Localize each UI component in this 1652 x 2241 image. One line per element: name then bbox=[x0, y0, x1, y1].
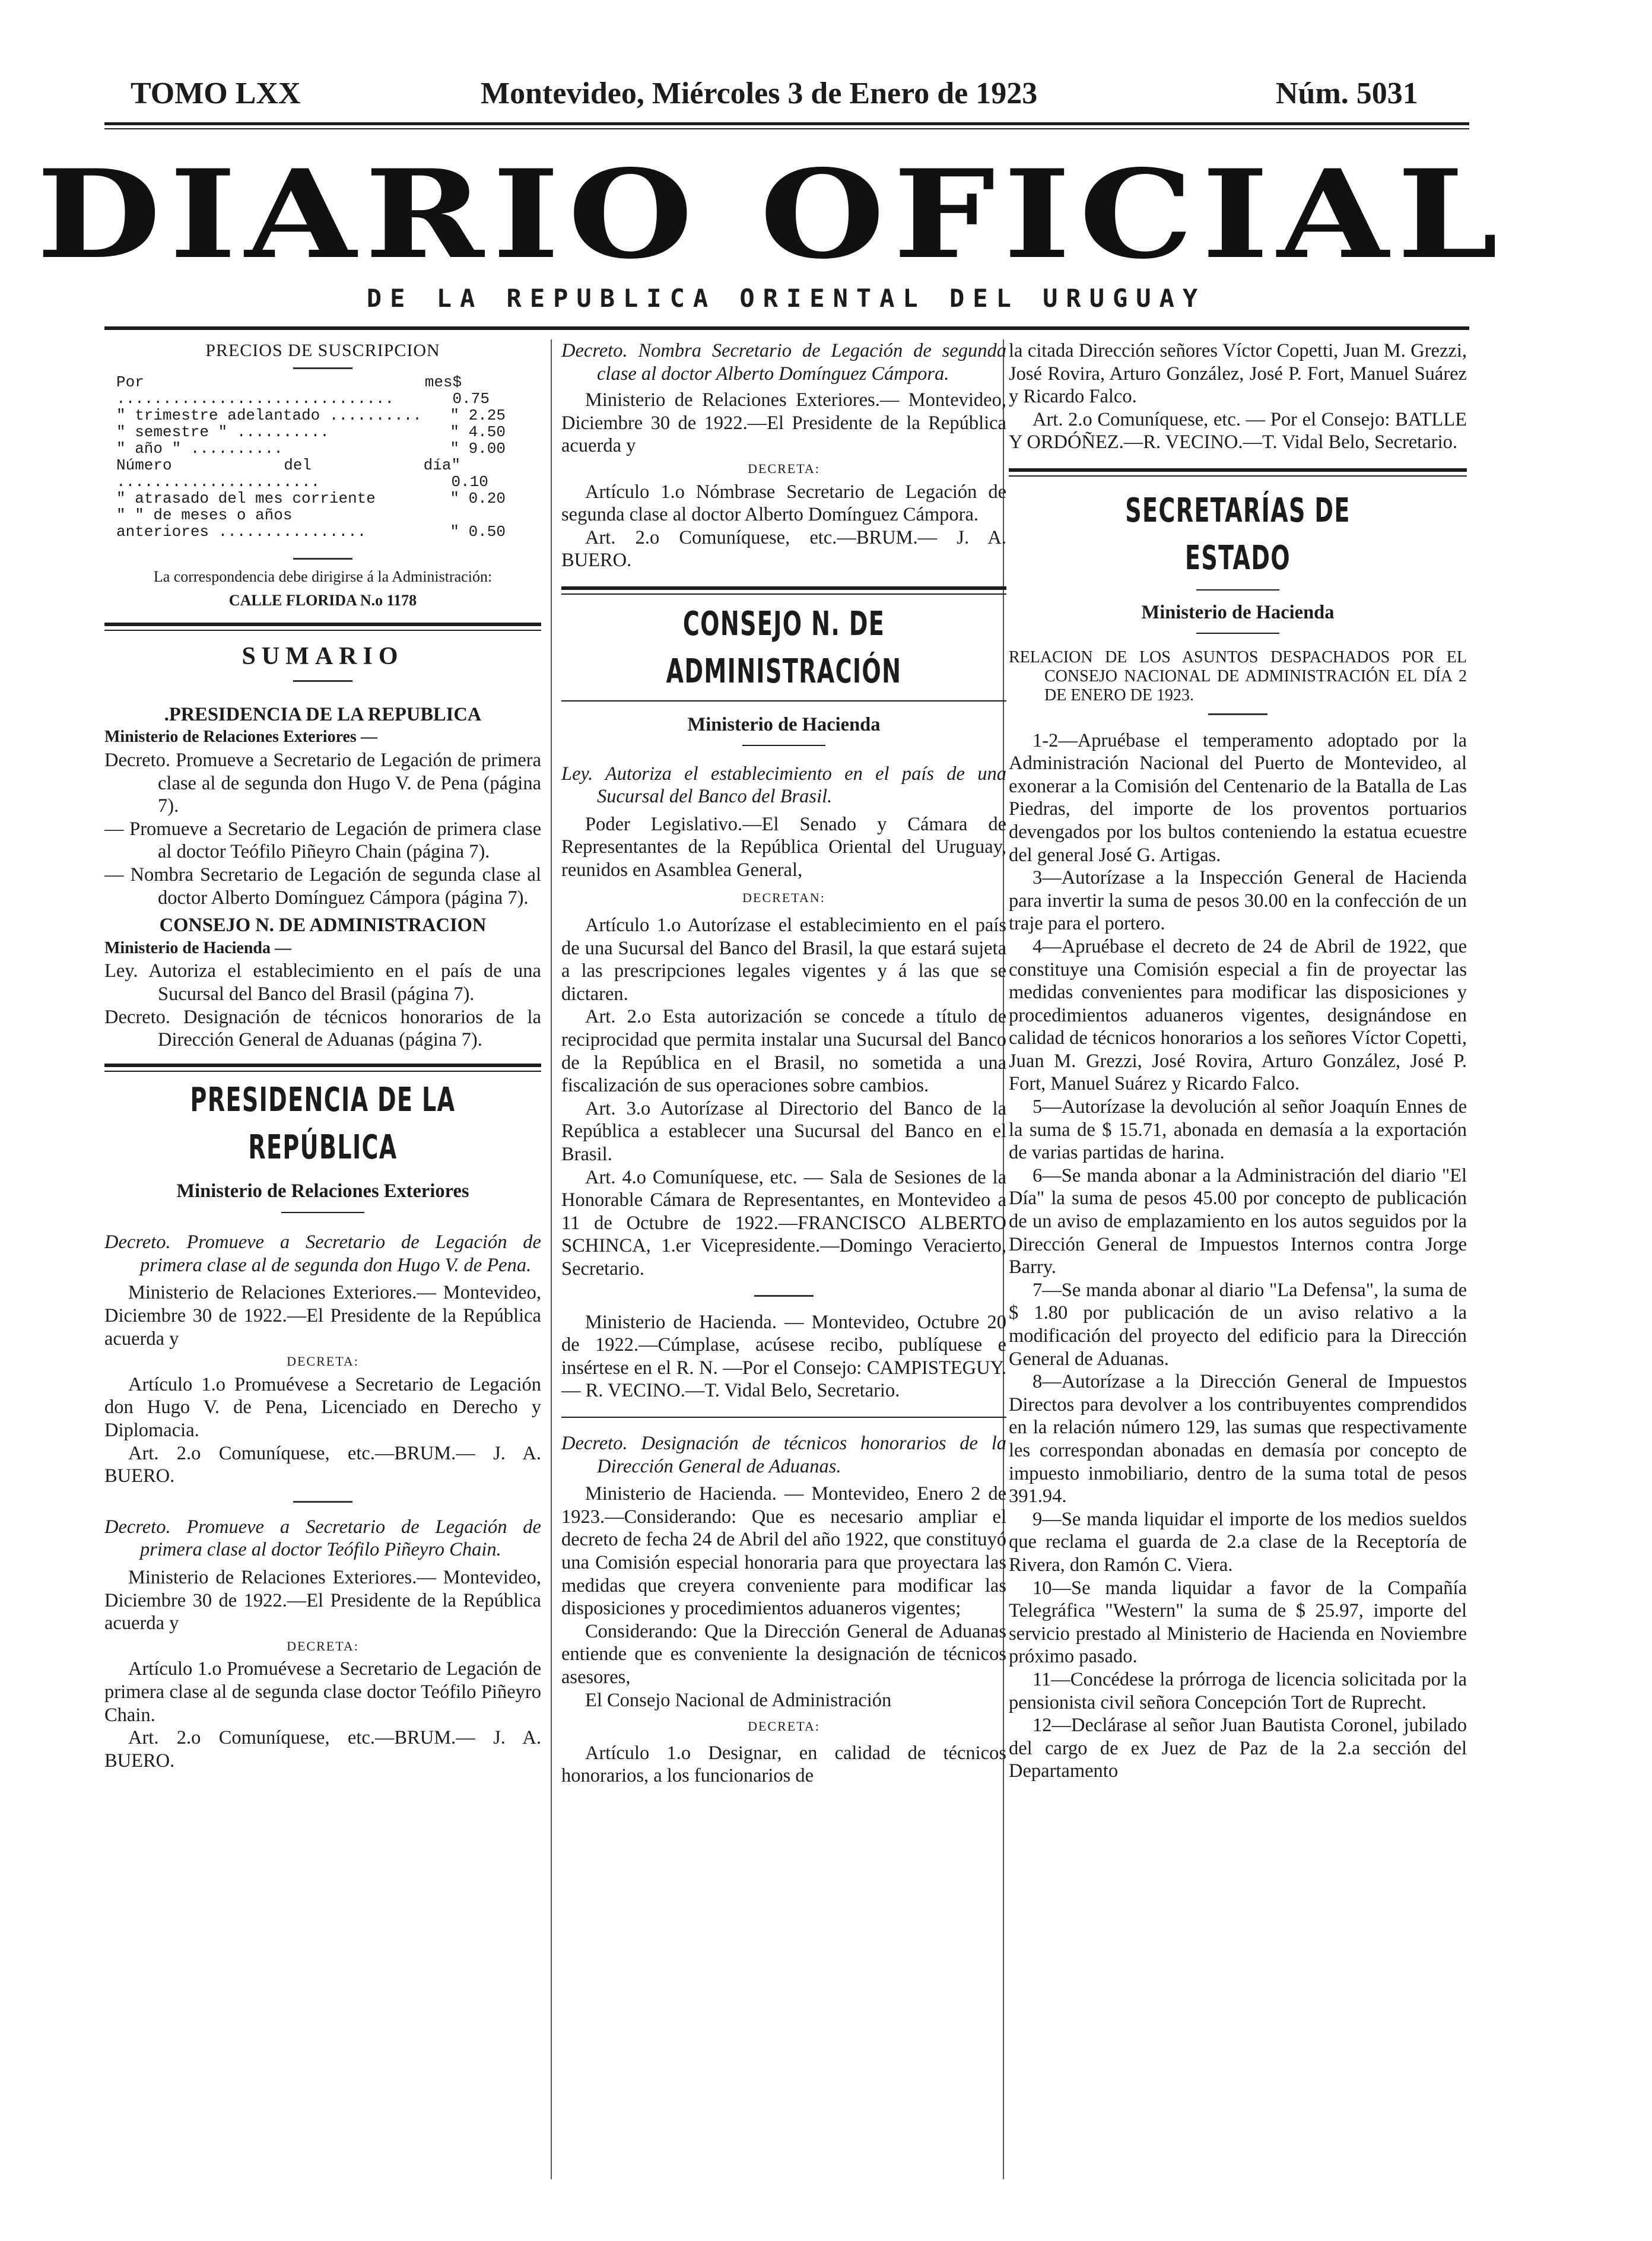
law-promulgation: Ministerio de Hacienda. — Montevideo, Octubre 20 de 1922.—Cúmplase, acúsese recibo, publíquese e insértese en el R. N. —Por el Consejo: CAMPISTEGUY.— R. VECINO.—T. Vidal Belo, Secretario. bbox=[561, 1311, 1006, 1402]
section-heading: CONSEJO N. DE ADMINISTRACIÓN bbox=[666, 604, 902, 691]
report-item: 12—Declárase al señor Juan Bautista Coronel, jubilado del cargo de ex Juez de Paz de la 2.a sección del Departamento bbox=[1009, 1715, 1467, 1782]
decree-article: Artículo 1.o Promuévese a Secretario de Legación don Hugo V. de Pena, Licenciado en Derecho y Diplomacia. bbox=[104, 1373, 541, 1442]
column-2 bbox=[561, 339, 1006, 1788]
divider bbox=[293, 367, 352, 369]
divider bbox=[1196, 589, 1279, 591]
divider bbox=[104, 1071, 541, 1072]
decree-article: Artículo 1.o Nómbrase Secretario de Legación de segunda clase al doctor Alberto Domínguez Cámpora. bbox=[561, 481, 1006, 526]
report-heading: RELACION DE LOS ASUNTOS DESPACHADOS POR EL CONSEJO NACIONAL DE ADMINISTRACIÓN EL DÍA 2 DE ENERO DE 1923. bbox=[1009, 647, 1467, 704]
report-item: 7—Se manda abonar al diario "La Defensa", la suma de $ 1.80 por publicación de un aviso relativo a la modificación del proyecto del edificio para la Dirección General de Aduanas. bbox=[1009, 1279, 1467, 1370]
prices-title: PRECIOS DE SUSCRIPCION bbox=[205, 341, 440, 360]
masthead-rule bbox=[104, 326, 1469, 330]
law-article: Art. 2.o Esta autorización se concede a título de reciprocidad que permita instalar una Sucursal del Banco de la República en el Brasil, no sometida a una fiscalización de sus operaciones sobre cambios. bbox=[561, 1006, 1006, 1097]
report-item: 5—Autorízase la devolución al señor Joaquín Ennes de la suma de $ 15.71, abonada en demasía a la exportación de varias partidas de harina. bbox=[1009, 1096, 1467, 1164]
decree-article: Artículo 1.o Promuévese a Secretario de Legación de primera clase al de segunda clase doctor Teófilo Piñeyro Chain. bbox=[104, 1658, 541, 1726]
divider bbox=[293, 1501, 352, 1503]
divider bbox=[104, 630, 541, 631]
decree-article: Art. 2.o Comuníquese, etc. — Por el Consejo: BATLLE Y ORDÓÑEZ.—R. VECINO.—T. Vidal Belo, Secretario. bbox=[1009, 408, 1467, 453]
decree-body: Ministerio de Hacienda. — Montevideo, Enero 2 de 1923.—Considerando: Que es necesario ampliar el decreto de fecha 24 de Abril del año 1922, que constituyó una Comisión especial honoraria para que proyectara las medidas que creyera conveniente para modificar las disposiciones y procedimientos aduaneros vigentes; bbox=[561, 1483, 1006, 1620]
report-item: 9—Se manda liquidar el importe de los medios sueldos que reclama el guarda de 2.a clase de la Receptoría de Rivera, don Ramón C. Viera. bbox=[1009, 1508, 1467, 1576]
report-item: 11—Concédese la prórroga de licencia solicitada por la pensionista civil señora Concepción Tort de Ruprecht. bbox=[1009, 1668, 1467, 1713]
correspondence-note: La correspondencia debe dirigirse á la Administración: bbox=[153, 567, 493, 585]
decreta-label: DECRETA: bbox=[287, 1354, 359, 1369]
divider bbox=[561, 700, 1006, 701]
decree-article: Art. 2.o Comuníquese, etc.—BRUM.— J. A. BUERO. bbox=[104, 1442, 541, 1487]
decree-heading: Decreto. Promueve a Secretario de Legación de primera clase al de segunda don Hugo V. de Pena. bbox=[104, 1231, 541, 1276]
section-heading: SECRETARÍAS DE ESTADO bbox=[1125, 491, 1351, 577]
sumario-item: — Promueve a Secretario de Legación de primera clase al doctor Teófilo Piñeyro Chain (página 7). bbox=[104, 818, 541, 863]
law-intro: Poder Legislativo.—El Senado y Cámara de Representantes de la República Oriental del Uruguay, reunidos en Asamblea General, bbox=[561, 813, 1006, 881]
price-row: Número del día ...................... " 0.10 bbox=[116, 456, 488, 491]
issue-number: Núm. 5031 bbox=[1276, 77, 1418, 110]
divider bbox=[1009, 468, 1467, 472]
prices-table bbox=[104, 374, 541, 540]
decree-body: Ministerio de Relaciones Exteriores.— Montevideo, Diciembre 30 de 1922.—El Presidente de la República acuerda y bbox=[104, 1282, 541, 1350]
column-1 bbox=[104, 339, 541, 1772]
report-item: 4—Apruébase el decreto de 24 de Abril de 1922, que constituye una Comisión especial a fin de proyectar las medidas convenientes para modificar las disposiciones y procedimientos aduaneros vigentes, designándose en calidad de técnicos honorarios a los señores Víctor Copetti, Juan M. Grezzi, José Rovira, Arturo González, José P. Fort, Manuel Suárez y Ricardo Falco. bbox=[1009, 935, 1467, 1095]
divider bbox=[293, 680, 352, 682]
decretan-label: DECRETAN: bbox=[742, 890, 825, 905]
divider bbox=[1208, 713, 1267, 715]
header-rule bbox=[104, 122, 1469, 125]
price-row: " semestre " .......... " 4.50 bbox=[116, 423, 506, 441]
sumario-item: Ley. Autoriza el establecimiento en el país de una Sucursal del Banco del Brasil (página 7). bbox=[104, 960, 541, 1005]
divider bbox=[1009, 475, 1467, 477]
law-heading: Ley. Autoriza el establecimiento en el país de una Sucursal del Banco del Brasil. bbox=[561, 763, 1006, 808]
price-row: Por mes .............................. $ 0.75 bbox=[116, 373, 490, 408]
sumario-consejo: CONSEJO N. DE ADMINISTRACION bbox=[159, 915, 487, 937]
decree-article: Art. 2.o Comuníquese, etc.—BRUM.— J. A. BUERO. bbox=[561, 526, 1006, 572]
masthead-subtitle: DE LA REPUBLICA ORIENTAL DEL URUGUAY bbox=[366, 284, 1206, 313]
divider bbox=[1196, 633, 1279, 634]
section-heading: PRESIDENCIA DE LA REPÚBLICA bbox=[190, 1080, 456, 1167]
divider bbox=[104, 623, 541, 626]
header-rule-thin bbox=[104, 128, 1469, 129]
decreta-label: DECRETA: bbox=[748, 1719, 820, 1734]
sumario-ministry: Ministerio de Hacienda — bbox=[104, 938, 291, 957]
decree-body: Ministerio de Relaciones Exteriores.— Montevideo, Diciembre 30 de 1922.—El Presidente de la República acuerda y bbox=[104, 1567, 541, 1634]
divider bbox=[293, 558, 352, 560]
price-row: " atrasado del mes corriente " 0.20 bbox=[116, 489, 506, 507]
column-divider bbox=[551, 339, 552, 2179]
ministry-heading: Ministerio de Hacienda bbox=[1141, 601, 1335, 623]
divider bbox=[561, 586, 1006, 590]
column-3 bbox=[1009, 339, 1467, 1783]
continued-text: la citada Dirección señores Víctor Copetti, Juan M. Grezzi, José Rovira, Arturo González, José P. Fort, Manuel Suárez y Ricardo Falco. bbox=[1009, 340, 1467, 408]
decreta-label: DECRETA: bbox=[748, 461, 820, 476]
decreta-label: DECRETA: bbox=[287, 1638, 359, 1653]
price-row: " trimestre adelantado .......... " 2.25 bbox=[116, 406, 506, 424]
law-article: Artículo 1.o Autorízase el establecimiento en el país de una Sucursal del Banco del Brasil, la que estará sujeta a las prescripciones legales vigentes y á las que se dictaren. bbox=[561, 915, 1006, 1005]
sumario-item: Decreto. Promueve a Secretario de Legación de primera clase al de segunda don Hugo V. de Pena (página 7). bbox=[104, 749, 541, 817]
decree-article: Artículo 1.o Designar, en calidad de técnicos honorarios, a los funcionarios de bbox=[561, 1742, 1006, 1787]
masthead-title: DIARIO OFICIAL bbox=[36, 144, 1507, 286]
divider bbox=[281, 1212, 364, 1213]
law-article: Art. 3.o Autorízase al Directorio del Banco de la República a establecer una Sucursal del Banco en el Brasil. bbox=[561, 1097, 1006, 1166]
report-item: 6—Se manda abonar a la Administración del diario "El Día" la suma de pesos 45.00 por concepto de publicación de un aviso de emplazamiento en los autos seguidos por la Dirección General de Impuestos Internos contra Jorge Barry. bbox=[1009, 1164, 1467, 1278]
decree-article: Art. 2.o Comuníquese, etc.—BRUM.— J. A. BUERO. bbox=[104, 1727, 541, 1772]
decree-heading: Decreto. Nombra Secretario de Legación de segunda clase al doctor Alberto Domínguez Cámpora. bbox=[561, 340, 1006, 385]
sumario-presidencia: .PRESIDENCIA DE LA REPUBLICA bbox=[164, 703, 482, 725]
divider bbox=[742, 745, 825, 746]
divider bbox=[104, 1064, 541, 1067]
address: CALLE FLORIDA N.o 1178 bbox=[228, 591, 417, 609]
law-article: Art. 4.o Comuníquese, etc. — Sala de Sesiones de la Honorable Cámara de Representantes, en Montevideo a 11 de Octubre de 1922.—FRANCISCO ALBERTO SCHINCA, 1.er Vicepresidente.—Domingo Veracierto, Secretario. bbox=[561, 1166, 1006, 1280]
decree-body: El Consejo Nacional de Administración bbox=[585, 1689, 892, 1711]
report-item: 3—Autorízase a la Inspección General de Hacienda para invertir la suma de pesos 30.00 en la confección de un traje para el portero. bbox=[1009, 867, 1467, 935]
divider bbox=[754, 1295, 814, 1297]
sumario-item: Decreto. Designación de técnicos honorarios de la Dirección General de Aduanas (página 7). bbox=[104, 1006, 541, 1051]
ministry-heading: Ministerio de Hacienda bbox=[687, 713, 881, 735]
report-item: 1-2—Apruébase el temperamento adoptado por la Administración Nacional del Puerto de Montevideo, al exonerar a la Comisión del Centenario de la Batalla de Las Piedras, del importe de los proventos portuarios devengados por los bultos conteniendo la estatua ecuestre del general José G. Artigas. bbox=[1009, 729, 1467, 866]
ministry-heading: Ministerio de Relaciones Exteriores bbox=[176, 1180, 469, 1202]
decree-body: Ministerio de Relaciones Exteriores.— Montevideo, Diciembre 30 de 1922.—El Presidente de la República acuerda y bbox=[561, 389, 1006, 457]
header-line bbox=[131, 76, 1454, 123]
price-row: " año " .......... " 9.00 bbox=[116, 439, 506, 458]
price-row: anteriores ................ " 0.50 bbox=[116, 522, 506, 541]
report-item: 8—Autorízase a la Dirección General de Impuestos Directos para devolver a los contribuyentes comprendidos en la relación número 129, las sumas que respectivamente les correspondan abonadas en demasía por concepto de impuesto inmobiliario, dentro de la suma total de pesos 391.94. bbox=[1009, 1371, 1467, 1507]
volume-label: TOMO LXX bbox=[131, 77, 301, 110]
divider bbox=[561, 593, 1006, 595]
price-row: " " de meses o años bbox=[116, 506, 293, 524]
decree-body: Considerando: Que la Dirección General de Aduanas entiende que es conveniente la designación de técnicos asesores, bbox=[561, 1620, 1006, 1688]
sumario-ministry: Ministerio de Relaciones Exteriores — bbox=[104, 728, 377, 747]
divider bbox=[561, 1417, 1006, 1418]
sumario-item: — Nombra Secretario de Legación de segunda clase al doctor Alberto Domínguez Cámpora (página 7). bbox=[104, 864, 541, 909]
sumario-title: SUMARIO bbox=[242, 643, 404, 671]
report-item: 10—Se manda liquidar a favor de la Compañía Telegráfica "Western" la suma de $ 25.97, importe del servicio prestado al Ministerio de Hacienda en Noviembre próximo pasado. bbox=[1009, 1577, 1467, 1668]
decree-heading: Decreto. Promueve a Secretario de Legación de primera clase al doctor Teófilo Piñeyro Chain. bbox=[104, 1516, 541, 1561]
dateline: Montevideo, Miércoles 3 de Enero de 1923 bbox=[481, 77, 1038, 110]
decree-heading: Decreto. Designación de técnicos honorarios de la Dirección General de Aduanas. bbox=[561, 1432, 1006, 1477]
